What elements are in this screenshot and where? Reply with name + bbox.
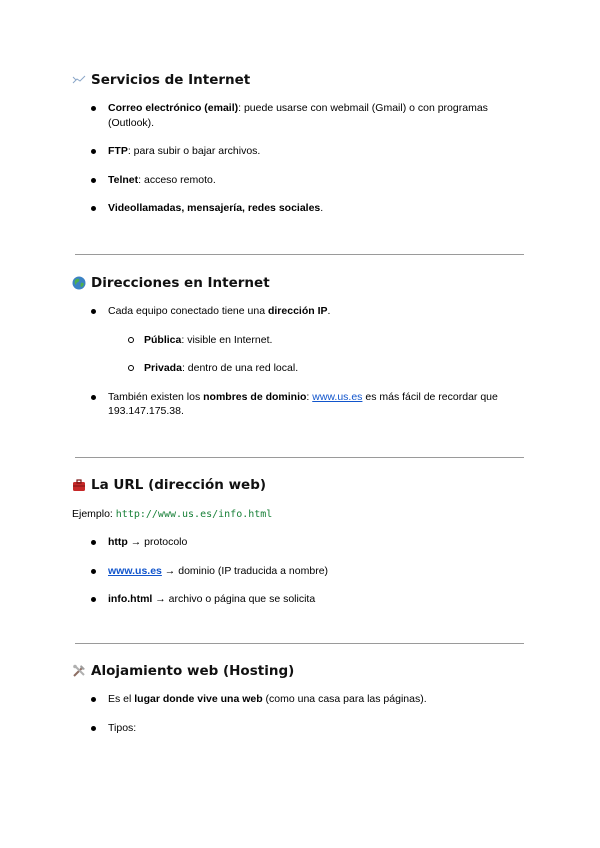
item-text: : — [306, 390, 313, 403]
list-direcciones — [72, 304, 524, 419]
section-hosting — [72, 663, 524, 735]
list-item — [72, 304, 524, 319]
item-text: Tipos: — [108, 721, 137, 734]
item-text: (como una casa para las páginas). — [262, 693, 427, 705]
item-term: FTP — [108, 145, 128, 157]
section-servicios — [72, 72, 524, 216]
item-desc: . — [320, 202, 324, 214]
item-term: Telnet — [108, 173, 139, 186]
item-text: También existen los — [108, 390, 204, 403]
list-item — [72, 721, 524, 736]
item-term: Privada — [144, 362, 182, 374]
heading-direcciones-text: Direcciones en Internet — [91, 275, 270, 291]
item-desc: → protocolo — [127, 536, 188, 548]
list-item — [72, 692, 524, 707]
example-code: http://www.us.es/info.html — [115, 509, 273, 520]
section-url — [72, 477, 524, 493]
heading-direcciones — [72, 275, 524, 291]
list-item — [72, 535, 524, 550]
item-term: Pública — [144, 333, 182, 346]
item-desc: : puede usarse con webmail (Gmail) o con programas (Outlook). — [108, 102, 488, 129]
example-paragraph — [72, 507, 272, 522]
list-item — [72, 564, 524, 579]
heading-url-text: La URL (dirección web) — [91, 477, 267, 493]
heading-servicios-text: Servicios de Internet — [91, 72, 251, 88]
list-url — [72, 535, 524, 607]
list-item — [72, 201, 524, 216]
list-item — [72, 144, 524, 159]
envelope-icon — [72, 73, 86, 87]
list-item — [72, 173, 524, 188]
item-term: Correo electrónico (email) — [108, 102, 239, 114]
heading-hosting — [72, 663, 524, 679]
item-term: lugar donde vive una web — [134, 693, 263, 705]
item-desc: → archivo o página que se solicita — [152, 593, 316, 605]
sub-list-item — [72, 333, 524, 348]
item-text: Cada equipo conectado tiene una — [108, 305, 268, 317]
tools-icon — [72, 664, 86, 678]
item-term: http — [108, 536, 128, 548]
list-item — [72, 592, 524, 607]
item-term: Videollamadas, mensajería, redes sociales — [108, 202, 321, 214]
item-desc: : dentro de una red local. — [181, 362, 299, 374]
divider — [75, 643, 524, 644]
domain-link[interactable]: www.us.es — [108, 564, 162, 577]
divider — [75, 457, 524, 458]
sub-list-item — [72, 361, 524, 376]
globe-icon — [72, 276, 86, 290]
item-term: dirección IP — [267, 305, 328, 317]
domain-link[interactable]: www.us.es — [312, 390, 363, 403]
item-term: info.html — [108, 593, 153, 605]
item-desc: : visible en Internet. — [181, 333, 273, 346]
url-parts — [72, 535, 524, 607]
heading-url — [72, 477, 524, 493]
item-text: es más fácil de recordar que 193.147.175.38. — [108, 390, 498, 417]
list-hosting — [72, 692, 524, 735]
item-text: Es el — [108, 693, 135, 705]
item-desc: : para subir o bajar archivos. — [127, 145, 261, 157]
section-direcciones — [72, 275, 524, 419]
example-label: Ejemplo: — [72, 508, 116, 520]
list-item — [72, 101, 524, 130]
divider — [75, 254, 524, 255]
list-servicios — [72, 101, 524, 216]
heading-hosting-text: Alojamiento web (Hosting) — [91, 663, 295, 679]
item-term: nombres de dominio — [203, 390, 307, 403]
item-desc: : acceso remoto. — [138, 173, 216, 186]
item-text: . — [327, 305, 331, 317]
toolbox-icon — [72, 478, 86, 492]
heading-servicios — [72, 72, 524, 88]
item-desc: → dominio (IP traducida a nombre) — [161, 564, 329, 577]
list-item — [72, 390, 524, 419]
